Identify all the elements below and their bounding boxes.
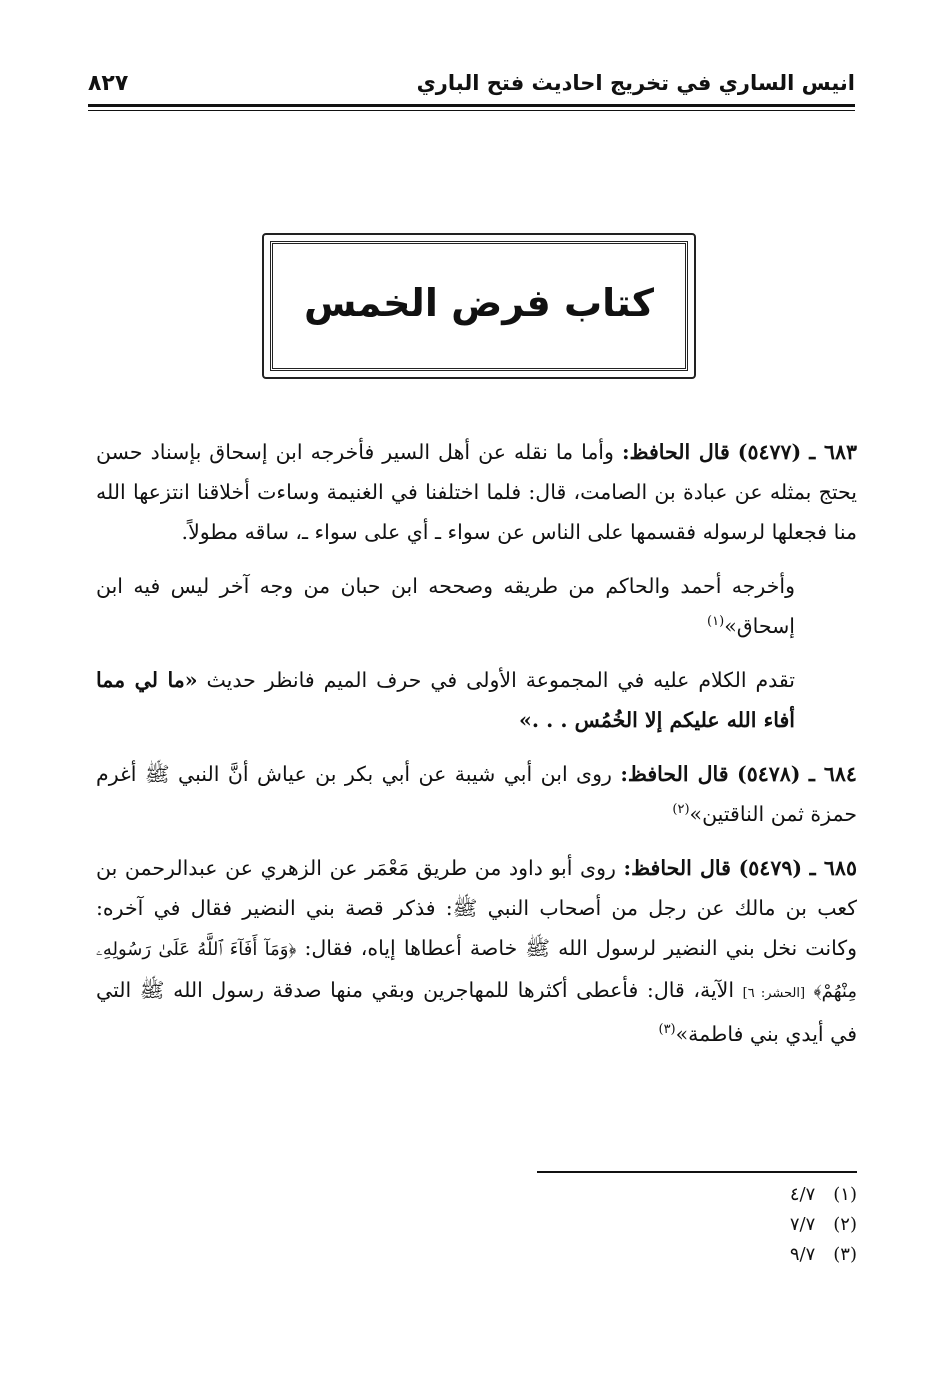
chapter-title-frame [262,233,696,379]
entry-683-paragraph-2 [96,566,857,646]
entry-number: ٦٨٥ ـ [809,856,857,880]
footnote-mark: (٣) [833,1244,857,1265]
footnote-ref: (١) [707,614,725,630]
entry-reference: (٥٤٧٧) [737,440,802,464]
quran-reference: [الحشر: ٦] [742,986,806,1001]
footnote-2 [537,1210,857,1240]
footnote-mark: (١) [833,1184,857,1205]
footnote-text: ٧/٧ [789,1214,816,1235]
entry-text: روى ابن أبي شيبة عن أبي بكر بن عياش أنَّ النبي ﷺ أغرم حمزة ثمن الناقتين» [96,762,857,826]
entry-label: قال الحافظ: [620,762,729,786]
footnote-mark: (٢) [833,1214,857,1235]
page-header [88,62,855,104]
entry-label: قال الحافظ: [621,440,730,464]
footnote-text: ٩/٧ [789,1244,816,1265]
main-text [96,432,857,1068]
footnotes [537,1180,857,1270]
entry-label: قال الحافظ: [623,856,731,880]
header-rule [88,104,855,111]
footnote-1 [537,1180,857,1210]
chapter-title: كتاب فرض الخمس [303,281,655,325]
entry-683-paragraph-3 [96,660,857,740]
paragraph-text: وأخرجه أحمد والحاكم من طريقه وصححه ابن حبان من وجه آخر ليس فيه ابن إسحاق» [96,574,795,638]
entry-685 [96,848,857,1054]
footnote-rule [537,1171,857,1173]
entry-text-continued: الآية، قال: فأعطى أكثرها للمهاجرين وبقي منها صدقة رسول الله ﷺ التي في أيدي بني فاطمة» [96,978,857,1046]
entry-number: ٦٨٤ ـ [808,762,857,786]
running-title: انيس الساري في تخريج احاديث فتح الباري [416,71,855,95]
footnote-text: ٤/٧ [789,1184,816,1205]
footnote-ref: (٢) [672,802,690,818]
quran-verse: ﴿وَمَآ أَفَآءَ ٱللَّهُ عَلَىٰ رَسُولِهِۦ مِنْهُمْ﴾ [96,939,857,1002]
paragraph-text: تقدم الكلام عليه في المجموعة الأولى في حرف الميم فانظر حديث [206,668,795,692]
hadith-title: «ما لي مما أفاء الله عليكم إلا الخُمُس . . .» [96,668,795,732]
entry-number: ٦٨٣ ـ [809,440,857,464]
entry-reference: (٥٤٧٨) [736,762,801,786]
footnote-ref: (٣) [658,1022,676,1038]
page-number: ٨٢٧ [88,70,129,96]
entry-reference: (٥٤٧٩) [738,856,803,880]
entry-text: روى أبو داود من طريق مَعْمَر عن الزهري عن عبدالرحمن بن كعب بن مالك عن رجل من أصحاب النبي ﷺ: فذكر قصة بني النضير فقال في آخره: وكانت نخل بني النضير لرسول الله ﷺ خاصة أعطاها إياه، فقال: [96,856,857,960]
entry-text: وأما ما نقله عن أهل السير فأخرجه ابن إسحاق بإسناد حسن يحتج بمثله عن عبادة بن الصامت، قال: فلما اختلفنا في الغنيمة وساءت أخلاقنا انتزعها الله منا فجعلها لرسوله فقسمها على الناس عن سواء ـ أي على سواء ـ، ساقه مطولاً. [96,440,857,544]
entry-683 [96,432,857,552]
footnote-3 [537,1240,857,1270]
entry-684 [96,754,857,834]
